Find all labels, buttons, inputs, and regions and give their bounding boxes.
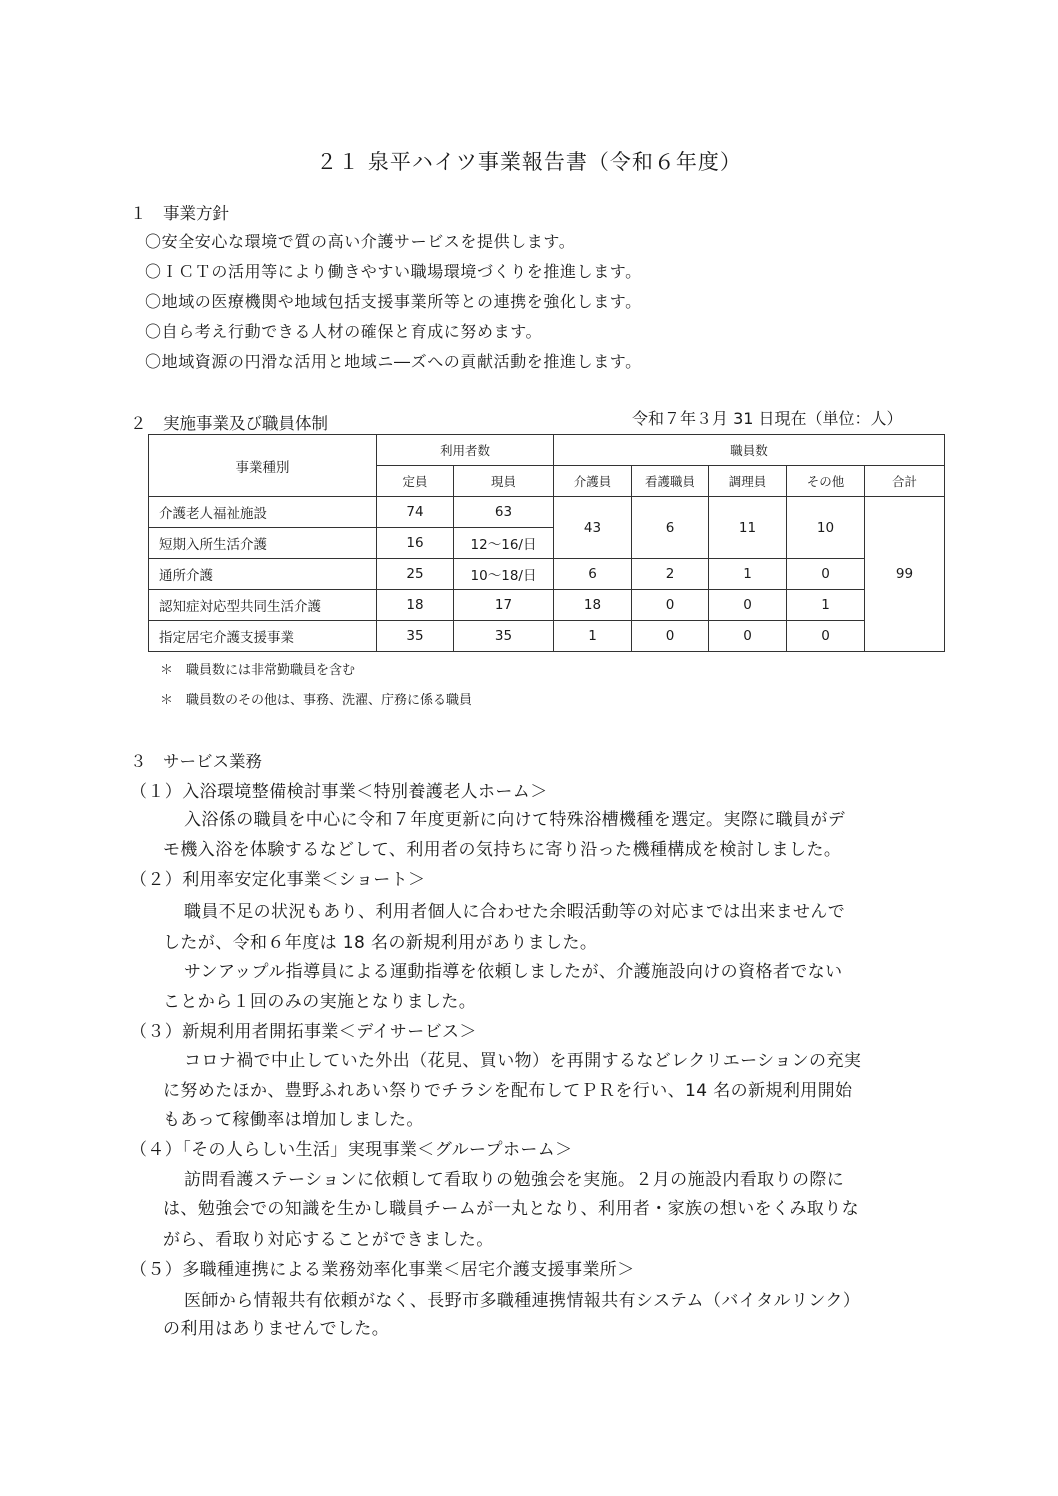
policy-item: 〇自ら考え行動できる人材の確保と育成に努めます。	[145, 322, 543, 341]
service-item-text: したが、令和６年度は 18 名の新規利用がありました。	[163, 933, 598, 953]
service-item-text: ことから１回のみの実施となりました。	[163, 992, 477, 1012]
table-note: ＊ 職員数には非常勤職員を含む	[160, 663, 356, 678]
policy-item: 〇ＩＣＴの活用等により働きやすい職場環境づくりを推進します。	[145, 262, 642, 281]
header-cooks: 調理員	[709, 466, 787, 497]
table-row	[149, 590, 945, 621]
service-item-text: がら、看取り対応することができました。	[163, 1230, 494, 1250]
header-current: 現員	[454, 466, 554, 497]
policy-item: 〇地域の医療機関や地域包括支援事業所等との連携を強化します。	[145, 292, 642, 311]
row-name: 通所介護	[149, 559, 377, 590]
service-item-text: サンアップル指導員による運動指導を依頼しましたが、介護施設向けの資格者でない	[184, 962, 843, 982]
table-row	[149, 559, 945, 590]
table-row	[149, 621, 945, 652]
cell-cook: 0	[709, 621, 787, 652]
service-item-text: に努めたほか、豊野ふれあい祭りでチラシを配布してＰＲを行い、14 名の新規利用開始	[163, 1081, 853, 1101]
service-item-text: コロナ禍で中止していた外出（花見、買い物）を再開するなどレクリエーションの充実	[184, 1051, 862, 1071]
service-item-text: 職員不足の状況もあり、利用者個人に合わせた余暇活動等の対応までは出来ませんで	[184, 902, 846, 922]
cell-capacity: 18	[377, 590, 454, 621]
cell-capacity: 35	[377, 621, 454, 652]
service-item-text: もあって稼働率は増加しました。	[163, 1110, 424, 1130]
cell-current: 17	[454, 590, 554, 621]
page-title: ２１ 泉平ハイツ事業報告書（令和６年度）	[316, 150, 742, 174]
as-of-date-note: 令和７年３月 31 日現在（単位：人）	[632, 409, 903, 428]
service-item-text: 医師から情報共有依頼がなく、長野市多職種連携情報共有システム（バイタルリンク）	[184, 1291, 861, 1311]
header-care-workers: 介護員	[554, 466, 632, 497]
row-name: 指定居宅介護支援事業	[149, 621, 377, 652]
table-note: ＊ 職員数のその他は、事務、洗濯、庁務に係る職員	[160, 693, 473, 708]
header-other: その他	[787, 466, 865, 497]
cell-other: 0	[787, 621, 865, 652]
cell-capacity: 74	[377, 497, 454, 528]
cell-nurse: 0	[632, 590, 709, 621]
cell-cook: 1	[709, 559, 787, 590]
cell-current: 10～18/日	[454, 559, 554, 590]
service-item-heading: （２）利用率安定化事業＜ショート＞	[130, 870, 426, 890]
cell-capacity: 25	[377, 559, 454, 590]
service-item-text: 訪問看護ステーションに依頼して看取りの勉強会を実施。２月の施設内看取りの際に	[184, 1170, 845, 1190]
cell-other: 0	[787, 559, 865, 590]
cell-nurse-merged: 6	[632, 497, 709, 559]
staffing-table	[148, 434, 945, 652]
service-item-text: は、勉強会での知識を生かし職員チームが一丸となり、利用者・家族の想いをくみ取りな	[163, 1199, 859, 1219]
cell-care: 1	[554, 621, 632, 652]
service-item-heading: （３）新規利用者開拓事業＜デイサービス＞	[130, 1022, 477, 1042]
table-header-row	[149, 435, 945, 466]
cell-care: 18	[554, 590, 632, 621]
section-2-heading: ２ 実施事業及び職員体制	[130, 414, 328, 433]
cell-capacity: 16	[377, 528, 454, 559]
service-item-text: の利用はありませんでした。	[163, 1319, 390, 1339]
service-item-heading: （１）入浴環境整備検討事業＜特別養護老人ホーム＞	[130, 782, 548, 802]
cell-care-merged: 43	[554, 497, 632, 559]
cell-cook-merged: 11	[709, 497, 787, 559]
service-item-heading: （５）多職種連携による業務効率化事業＜居宅介護支援事業所＞	[130, 1260, 635, 1280]
cell-current: 35	[454, 621, 554, 652]
row-name: 認知症対応型共同生活介護	[149, 590, 377, 621]
service-item-text: 入浴係の職員を中心に令和７年度更新に向けて特殊浴槽機種を選定。実際に職員がデ	[184, 810, 846, 830]
cell-current: 63	[454, 497, 554, 528]
cell-nurse: 0	[632, 621, 709, 652]
policy-item: 〇地域資源の円滑な活用と地域ニ―ズへの貢献活動を推進します。	[145, 352, 642, 371]
table-row	[149, 497, 945, 528]
header-business-type: 事業種別	[149, 435, 377, 497]
service-item-heading: （４）「その人らしい生活」実現事業＜グループホーム＞	[130, 1140, 573, 1160]
header-total: 合計	[865, 466, 945, 497]
cell-nurse: 2	[632, 559, 709, 590]
cell-other-merged: 10	[787, 497, 865, 559]
service-item-text: モ機入浴を体験するなどして、利用者の気持ちに寄り沿った機種構成を検討しました。	[163, 840, 842, 860]
cell-cook: 0	[709, 590, 787, 621]
policy-item: 〇安全安心な環境で質の高い介護サービスを提供します。	[145, 232, 576, 251]
cell-total: 99	[865, 497, 945, 652]
section-3-heading: ３ サービス業務	[130, 752, 262, 771]
section-1-heading: １ 事業方針	[130, 204, 229, 223]
header-staff-group: 職員数	[554, 435, 945, 466]
cell-care: 6	[554, 559, 632, 590]
cell-other: 1	[787, 590, 865, 621]
row-name: 介護老人福祉施設	[149, 497, 377, 528]
row-name: 短期入所生活介護	[149, 528, 377, 559]
header-capacity: 定員	[377, 466, 454, 497]
cell-current: 12～16/日	[454, 528, 554, 559]
header-nurses: 看護職員	[632, 466, 709, 497]
header-users-group: 利用者数	[377, 435, 554, 466]
